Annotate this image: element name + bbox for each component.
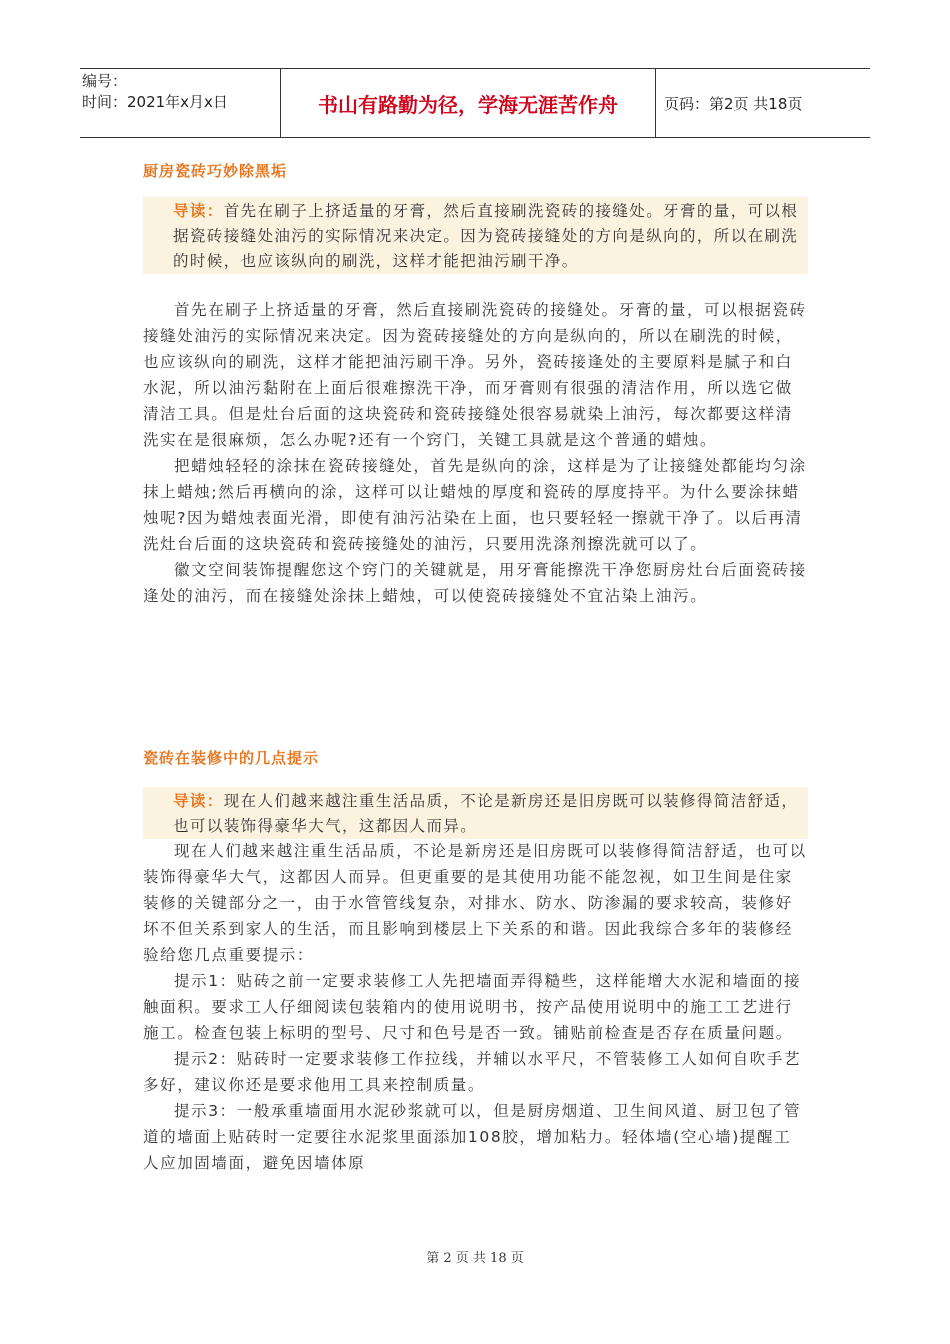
page-footer: 第 2 页 共 18 页 — [426, 1251, 524, 1266]
paragraph: 徽文空间装饰提醒您这个窍门的关键就是，用牙膏能擦洗干净您厨房灶台后面瓷砖接逢处的油污，而在接缝处涂抹上蜡烛，可以使瓷砖接缝处不宜沾染上油污。 — [143, 561, 807, 605]
paragraph: 把蜡烛轻轻的涂抹在瓷砖接缝处，首先是纵向的涂，这样是为了让接缝处都能均匀涂抹上蜡烛;然后再横向的涂，这样可以让蜡烛的厚度和瓷砖的厚度持平。为什么要涂抹蜡烛呢?因为蜡烛表面光滑，即使有油污沾染在上面，也只要轻轻一擦就干净了。以后再清洗灶台后面的这块瓷砖和瓷砖接缝处的油污，只要用洗涤剂擦洗就可以了。 — [143, 457, 807, 553]
paragraph: 提示1：贴砖之前一定要求装修工人先把墙面弄得糙些，这样能增大水泥和墙面的接触面积。要求工人仔细阅读包装箱内的使用说明书，按产品使用说明中的施工工艺进行施工。检查包装上标明的型号、尺寸和色号是否一致。铺贴前检查是否存在质量问题。 — [143, 972, 802, 1042]
header-left-cell — [80, 69, 280, 137]
header-motto: 书山有路勤为径，学海无涯苦作舟 — [280, 69, 656, 137]
lead-box — [143, 197, 808, 274]
lead-label: 导读： — [173, 792, 224, 810]
section-tile-tips — [143, 747, 808, 768]
paragraph: 提示2：贴砖时一定要求装修工作拉线，并辅以水平尺，不管装修工人如何自吹手艺多好，建议你还是要求他用工具来控制质量。 — [143, 1050, 802, 1094]
paragraph: 现在人们越来越注重生活品质，不论是新房还是旧房既可以装修得简洁舒适，也可以装饰得豪华大气，这都因人而异。但更重要的是其使用功能不能忽视，如卫生间是住家装修的关键部分之一，由于水管管线复杂，对排水、防水、防渗漏的要求较高，装修好坏不但关系到家人的生活，而且影响到楼层上下关系的和谐。因此我综合多年的装修经验给您几点重要提示： — [143, 842, 807, 964]
section-title: 瓷砖在装修中的几点提示 — [143, 749, 320, 767]
header-table — [80, 68, 870, 138]
section1-body — [143, 297, 808, 609]
number-label: 编号： — [82, 72, 128, 90]
lead-text: 首先在刷子上挤适量的牙膏，然后直接刷洗瓷砖的接缝处。牙膏的量，可以根据瓷砖接缝处油污的实际情况来决定。因为瓷砖接缝处的方向是纵向的，所以在刷洗的时候，也应该纵向的刷洗，这样才能把油污刷干净。 — [173, 202, 799, 270]
paragraph: 提示3：一般承重墙面用水泥砂浆就可以，但是厨房烟道、卫生间风道、厨卫包了管道的墙面上贴砖时一定要往水泥浆里面添加108胶，增加粘力。轻体墙(空心墙)提醒工人应加固墙面，避免因墙体原 — [143, 1102, 802, 1172]
time-label: 时间：2021年x月x日 — [82, 93, 228, 111]
lead-label: 导读： — [173, 202, 224, 220]
lead-text: 现在人们越来越注重生活品质，不论是新房还是旧房既可以装修得简洁舒适，也可以装饰得豪华大气，这都因人而异。 — [173, 792, 799, 835]
lead-box — [143, 787, 808, 839]
section2-body — [143, 838, 808, 1176]
paragraph: 首先在刷子上挤适量的牙膏，然后直接刷洗瓷砖的接缝处。牙膏的量，可以根据瓷砖接缝处油污的实际情况来决定。因为瓷砖接缝处的方向是纵向的，所以在刷洗的时候，也应该纵向的刷洗，这样才能把油污刷干净。另外，瓷砖接逢处的主要原料是腻子和白水泥，所以油污黏附在上面后很难擦洗干净，而牙膏则有很强的清洁作用，所以选它做清洁工具。但是灶台后面的这块瓷砖和瓷砖接缝处很容易就染上油污，每次都要这样清洗实在是很麻烦，怎么办呢?还有一个窍门，关键工具就是这个普通的蜡烛。 — [143, 301, 807, 449]
section-kitchen-tile — [143, 160, 808, 181]
header-page-info: 页码：第2页 共18页 — [664, 94, 803, 113]
section-title: 厨房瓷砖巧妙除黑垢 — [143, 162, 288, 180]
